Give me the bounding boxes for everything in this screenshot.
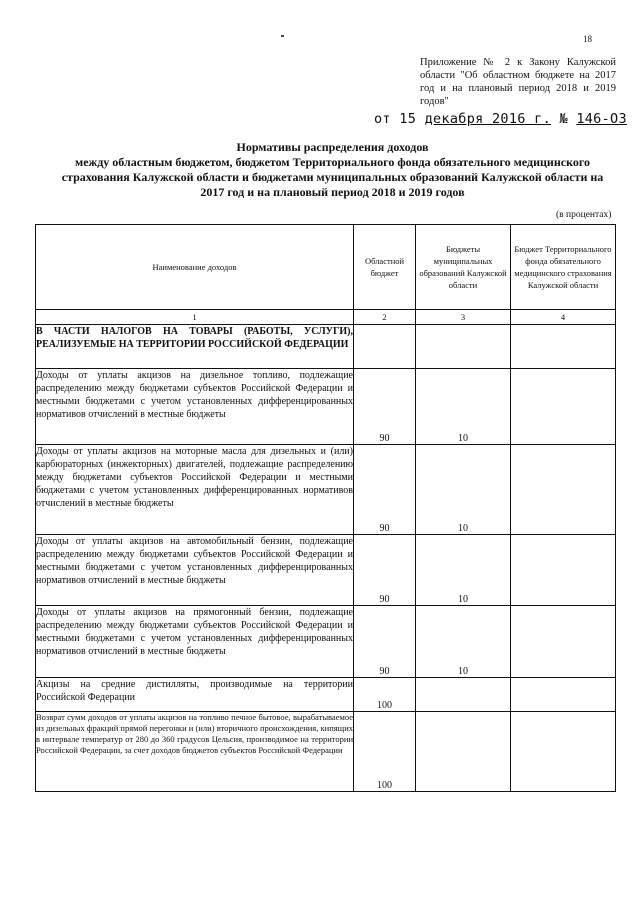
table-row [36,712,616,792]
tfoms-share [511,606,616,678]
column-number: 1 [36,310,354,325]
table-row [36,606,616,678]
regional-share: 90 [354,606,416,678]
revenue-distribution-table [35,224,616,792]
tfoms-share [511,678,616,712]
revenue-name: Акцизы на средние дистилляты, производимые на территории Российской Федерации [36,678,354,712]
header-municipal-budgets: Бюджеты муниципальных образований Калужской области [416,225,511,310]
document-title [60,140,605,200]
table-row [36,325,616,369]
law-date-stamp [374,111,627,127]
scan-mark [281,35,284,37]
municipal-share: 10 [416,606,511,678]
title-line-2: между областным бюджетом, бюджетом Территориального фонда обязательного медицинского страхования Калужской области и бюджетами муниципальных образований Калужской области на 2017 год и на плановый период 2018 и 2019 годов [61,155,604,199]
stamp-law-number: 146-ОЗ [576,111,627,127]
tfoms-share [511,325,616,369]
table-row [36,369,616,445]
column-number: 3 [416,310,511,325]
municipal-share [416,712,511,792]
revenue-name: Доходы от уплаты акцизов на дизельное топливо, подлежащие распределению между бюджетами субъектов Российской Федерации и местными бюджетами с учетом установленных дифференцированных нормативов отчислений в местные бюджеты [36,369,354,445]
municipal-share: 10 [416,369,511,445]
column-number-row [36,310,616,325]
municipal-share: 10 [416,535,511,606]
table-row [36,678,616,712]
stamp-number-sign: № [559,111,568,127]
stamp-prefix: от 15 [374,111,417,127]
tfoms-share [511,369,616,445]
regional-share: 100 [354,712,416,792]
page-number: 18 [583,34,592,44]
revenue-name: Доходы от уплаты акцизов на моторные масла для дизельных и (или) карбюраторных (инжекторных) двигателей, подлежащие распределению между бюджетами субъектов Российской Федерации и местными бюджетами с учетом установленных дифференцированных нормативов отчислений в местные бюджеты [36,445,354,535]
revenue-name: Доходы от уплаты акцизов на автомобильный бензин, подлежащие распределению между бюджетами субъектов Российской Федерации и местными бюджетами с учетом установленных дифференцированных нормативов отчислений в местные бюджеты [36,535,354,606]
tfoms-share [511,535,616,606]
municipal-share [416,678,511,712]
regional-share: 90 [354,535,416,606]
tfoms-share [511,445,616,535]
table-row [36,445,616,535]
municipal-share: 10 [416,445,511,535]
table-header-row [36,225,616,310]
header-regional-budget: Областной бюджет [354,225,416,310]
revenue-name: Доходы от уплаты акцизов на прямогонный бензин, подлежащие распределению между бюджетами субъектов Российской Федерации и местными бюджетами с учетом установленных дифференцированных нормативов отчислений в местные бюджеты [36,606,354,678]
header-revenue-name: Наименование доходов [36,225,354,310]
appendix-header: Приложение № 2 к Закону Калужской области "Об областном бюджете на 2017 год и на плановый период 2018 и 2019 годов" [420,57,616,107]
column-number: 4 [511,310,616,325]
regional-share: 100 [354,678,416,712]
title-line-1: Нормативы распределения доходов [236,140,429,154]
column-number: 2 [354,310,416,325]
unit-note: (в процентах) [556,210,612,220]
stamp-date: декабря 2016 г. [424,111,551,127]
regional-share: 90 [354,369,416,445]
tfoms-share [511,712,616,792]
revenue-name: В ЧАСТИ НАЛОГОВ НА ТОВАРЫ (РАБОТЫ, УСЛУГИ), РЕАЛИЗУЕМЫЕ НА ТЕРРИТОРИИ РОССИЙСКОЙ ФЕДЕРАЦИИ [36,325,354,369]
revenue-name: Возврат сумм доходов от уплаты акцизов на топливо печное бытовое, вырабатываемое из дизельных фракций прямой перегонки и (или) вторичного происхождения, кипящих в интервале температур от 280 до 360 градусов Цельсия, производимое на территории Российской Федерации, за счет доходов бюджетов субъектов Российской Федерации [36,712,354,792]
regional-share: 90 [354,445,416,535]
municipal-share [416,325,511,369]
header-tfoms-budget: Бюджет Территориального фонда обязательного медицинского страхования Калужской области [511,225,616,310]
regional-share [354,325,416,369]
table-row [36,535,616,606]
